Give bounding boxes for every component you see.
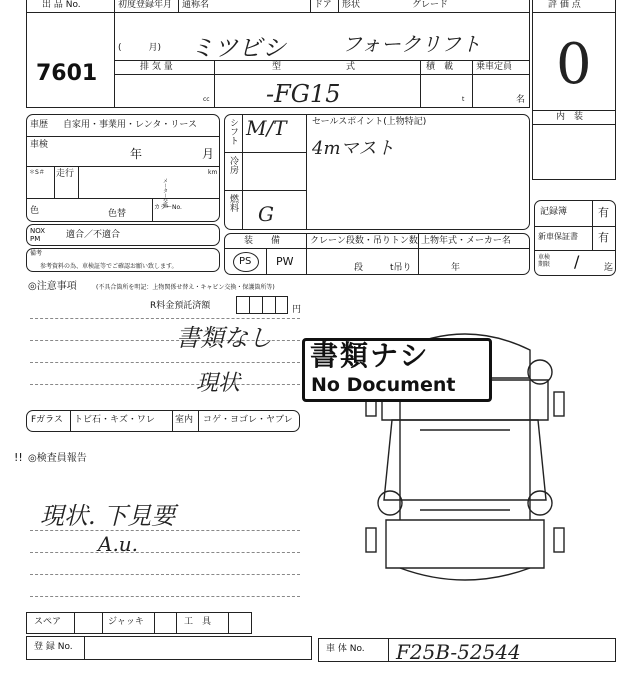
km-unit: km [208, 169, 218, 176]
pw-label: PW [276, 255, 294, 268]
remaining-label: 車検期限 [538, 254, 551, 268]
month-label-2: 月 [202, 147, 215, 161]
hw-model: -FG15 [266, 80, 341, 108]
hw-notes-line2: 現状 [196, 371, 241, 396]
model-label: 型 [272, 62, 282, 72]
type-label: 式 [346, 62, 356, 72]
lot-label: 出 品 No. [42, 0, 81, 10]
record-book-value: 有 [598, 206, 609, 219]
recycle-unit: 円 [292, 305, 302, 315]
ac-label: 冷房 [228, 156, 238, 174]
door-label: ドア [314, 0, 332, 10]
inspector-mark: !! [14, 451, 23, 464]
history-panel [26, 114, 220, 222]
remaining-suffix: 迄 [604, 263, 614, 273]
caution-label: ◎注意事項 [28, 281, 77, 292]
reserve-label: 備考 [30, 250, 43, 257]
upper-year-label: 年 [451, 263, 461, 273]
nox-label: NOX PM [30, 227, 46, 243]
m-unit: 名 [516, 95, 526, 105]
nox-panel [26, 224, 220, 246]
color-change-label: 色替 [108, 209, 127, 219]
color-label: 色 [30, 206, 40, 216]
meter-label: メーター交換 [162, 178, 168, 208]
hw-inspector-line2: A.u. [98, 532, 139, 556]
record-book-label: 記録簿 [540, 207, 568, 217]
history-note: 参考資料の為、車検証等でご確認お願い致します。 [40, 263, 178, 270]
score-label: 評 価 点 [548, 0, 581, 10]
remaining-slash: / [574, 252, 580, 271]
mileage-label: 走行 [56, 169, 75, 179]
sales-point-label: セールスポイント(上物特記) [312, 117, 427, 127]
history-options: 自家用・事業用・レンタ・リース [63, 120, 197, 130]
hw-car-name: ミツビシ [190, 34, 286, 62]
chassis-label: 車 体 No. [326, 644, 365, 654]
shape-label: 形状 [342, 0, 361, 10]
inspector-label: ◎検査員報告 [28, 453, 87, 464]
reg-label: 登 録 No. [34, 642, 73, 652]
recycle-label: R料金預託済額 [150, 301, 211, 311]
stamp-en: No Document [311, 374, 456, 396]
nox-options: 適合／不適合 [66, 230, 121, 240]
caution-sub: (不具合箇所を明記：上物関係せ替え・キャビン交換・保護箇所等) [96, 284, 275, 291]
ps-label: PS [239, 256, 252, 267]
hw-fuel: G [258, 202, 274, 226]
spare-label: スペア [34, 617, 62, 627]
equipment-label: 装 備 [244, 236, 281, 246]
hw-sales-point: 4mマスト [312, 138, 395, 159]
inspection-label: 車検 [30, 140, 49, 150]
displacement-label: 排 気 量 [140, 62, 173, 72]
hw-chassis: F25B-52544 [396, 640, 521, 664]
warranty-label: 新車保証書 [538, 232, 578, 241]
tools-label: 工 具 [184, 617, 212, 627]
defect-item-stain: コゲ・ヨゴレ・ヤブレ [203, 415, 293, 425]
month-label: ( 月) [118, 43, 162, 53]
hw-shape: フォークリフト [342, 32, 481, 56]
defect-item-interior: 室内 [175, 415, 194, 425]
interior-label: 内 装 [556, 112, 584, 122]
recycle-boxes [236, 296, 288, 314]
cc-unit: cc [203, 96, 210, 103]
upper-label: 上物年式・メーカー名 [421, 236, 511, 246]
crane-label: クレーン段数・吊りトン数 [310, 236, 418, 246]
year-label: 年 [130, 147, 143, 161]
stage-label: 段 [354, 263, 364, 273]
defect-item-glass: Fガラス [31, 415, 63, 425]
hw-shift: M/T [246, 116, 287, 140]
first-reg-label: 初度登録年月 [118, 0, 173, 10]
hw-inspector-line1: 現状. 下見要 [40, 502, 176, 530]
load-label: 積 載 [426, 62, 454, 72]
shift-label: シフト [228, 118, 238, 145]
capacity-label: 乗車定員 [476, 62, 513, 72]
t-unit: t [462, 96, 465, 103]
jack-label: ジャッキ [108, 617, 144, 627]
fuel-label: 燃料 [228, 194, 238, 212]
defect-item-scratch: トビ石・キズ・ワレ [74, 415, 155, 425]
ton-label: t吊り [390, 263, 412, 273]
color-no-label: カラーNo. [154, 204, 182, 211]
hw-score: 0 [556, 32, 592, 97]
name-label: 通称名 [182, 0, 210, 10]
warranty-value: 有 [598, 231, 609, 244]
grade-label: グレード [412, 0, 449, 10]
stamp-jp: 書類ナシ [310, 339, 430, 372]
history-label: 車歴 [30, 120, 49, 130]
star-label: ＊S＃ [29, 169, 45, 176]
lot-number: 7601 [36, 61, 98, 86]
hw-notes-line1: 書類なし [176, 324, 272, 352]
